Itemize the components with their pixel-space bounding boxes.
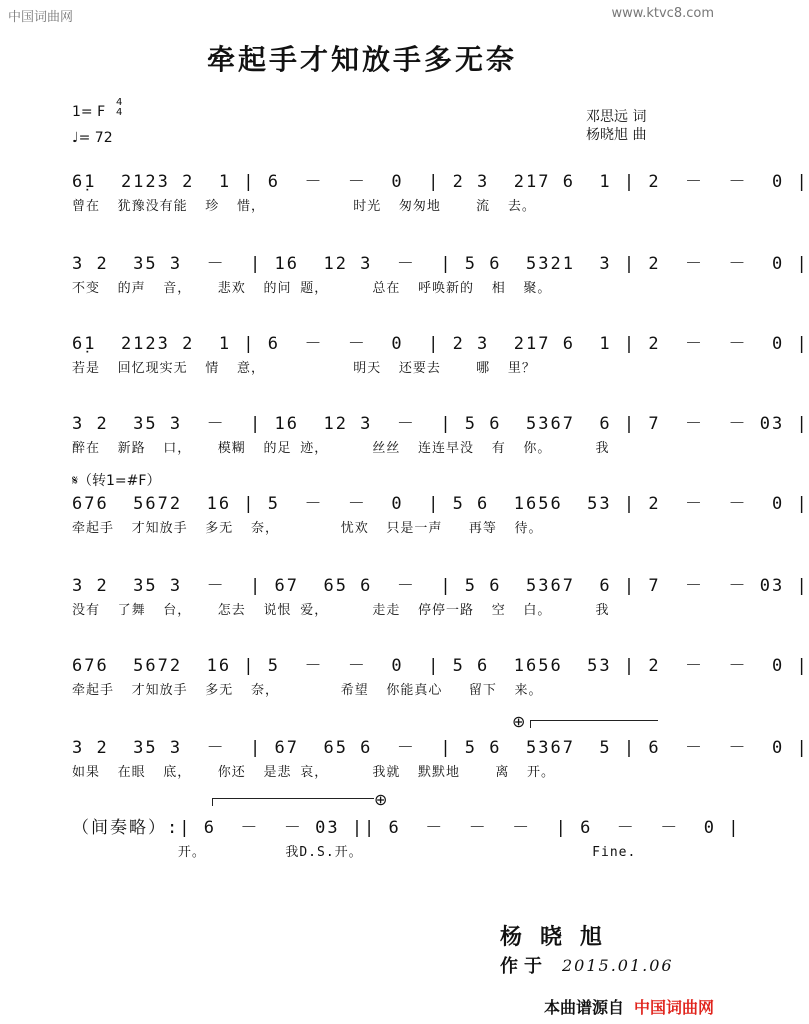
notes-line-7: 676 5672 16 | 5 － － 0 | 5 6 1656 53 | 2 － － 0 | <box>72 656 809 676</box>
coda-icon: ⊕ <box>512 712 526 731</box>
notes-line-5: 676 5672 16 | 5 － － 0 | 5 6 1656 53 | 2 － － 0 | <box>72 494 809 514</box>
composer-credit: 杨晓旭 曲 <box>586 127 647 143</box>
lyrics-line-8: 如果 在眼 底， 你还 是悲 哀， 我就 默默地 离 开。 <box>72 765 556 780</box>
score-system-2 <box>0 250 809 330</box>
score-system-9 <box>0 814 741 894</box>
score-system-6 <box>0 572 809 652</box>
signature-name: 杨晓旭 <box>500 924 621 950</box>
segno-modulation-mark: 𝄋（转1=#F） <box>72 473 161 489</box>
notes-line-8: 3 2 35 3 － | 67 65 6 － | 5 6 5367 5 | 6 － － 0 | <box>72 738 809 758</box>
time-signature <box>116 98 122 118</box>
score-system-5 <box>0 490 809 570</box>
time-signature-bottom: 4 <box>116 107 123 118</box>
notes-line-9: （间奏略）:| 6 － － 03 || 6 － － － | 6 － － 0 | <box>72 818 741 838</box>
watermark-left: 中国词曲网 <box>8 10 74 25</box>
lyrics-line-7: 牵起手 才知放手 多无 奈， 希望 你能真心 留下 来。 <box>72 683 543 698</box>
coda-bracket-line <box>530 720 658 721</box>
coda-bracket-tick <box>530 720 531 728</box>
source-site: 中国词曲网 <box>633 998 714 1017</box>
lyrics-line-6: 没有 了舞 台， 怎去 说恨 爱， 走走 停停一路 空 白。 我 <box>72 603 610 618</box>
tempo-value: = 72 <box>78 130 113 146</box>
lyrics-line-3: 若是 回忆现实无 情 意， 明天 还要去 哪 里？ <box>72 361 536 376</box>
time-signature-top: 4 <box>116 97 123 108</box>
tempo-mark <box>72 130 113 146</box>
signature-date: 2015.01.06 <box>562 956 674 975</box>
lyricist-credit: 邓思远 词 <box>586 109 647 125</box>
lyrics-line-1: 曾在 犹豫没有能 珍 惜， 时光 匆匆地 流 去。 <box>72 199 536 214</box>
source-label: 本曲谱源自 <box>543 998 624 1017</box>
notes-line-3: 6̣1 2123 2 1 | 6 － － 0 | 2 3 217 6 1 | 2 － － 0 | <box>72 334 809 354</box>
lyrics-line-9: 开。 我D.S.开。 Fine. <box>72 845 637 860</box>
ending-bracket-tick <box>212 798 213 806</box>
lyrics-line-2: 不变 的声 音， 悲欢 的问 题， 总在 呼唤新的 相 聚。 <box>72 281 552 296</box>
score-system-8 <box>0 734 809 814</box>
lyrics-line-4: 醉在 新路 口， 模糊 的足 迹， 丝丝 连连早没 有 你。 我 <box>72 441 610 456</box>
notes-line-4: 3 2 35 3 － | 16 12 3 － | 5 6 5367 6 | 7 － － 03 | <box>72 414 809 434</box>
score-system-3 <box>0 330 809 410</box>
coda-icon-2: ⊕ <box>374 790 388 809</box>
song-title: 牵起手才知放手多无奈 <box>206 43 517 76</box>
score-system-1 <box>0 168 809 248</box>
watermark-right: www.ktvc8.com <box>611 6 714 21</box>
notes-line-2: 3 2 35 3 － | 16 12 3 － | 5 6 5321 3 | 2 － － 0 | <box>72 254 809 274</box>
signature-prefix: 作于 <box>500 956 548 977</box>
quarter-note-icon: ♩ <box>72 130 79 146</box>
lyrics-line-5: 牵起手 才知放手 多无 奈， 忧欢 只是一声 再等 待。 <box>72 521 543 536</box>
notes-line-1: 6̣1 2123 2 1 | 6 － － 0 | 2 3 217 6 1 | 2 － － 0 | <box>72 172 809 192</box>
source-footer <box>544 995 714 1018</box>
ending-bracket-line <box>212 798 374 799</box>
notes-line-6: 3 2 35 3 － | 67 65 6 － | 5 6 5367 6 | 7 － － 03 | <box>72 576 809 596</box>
key-signature: 1= F <box>72 104 106 120</box>
